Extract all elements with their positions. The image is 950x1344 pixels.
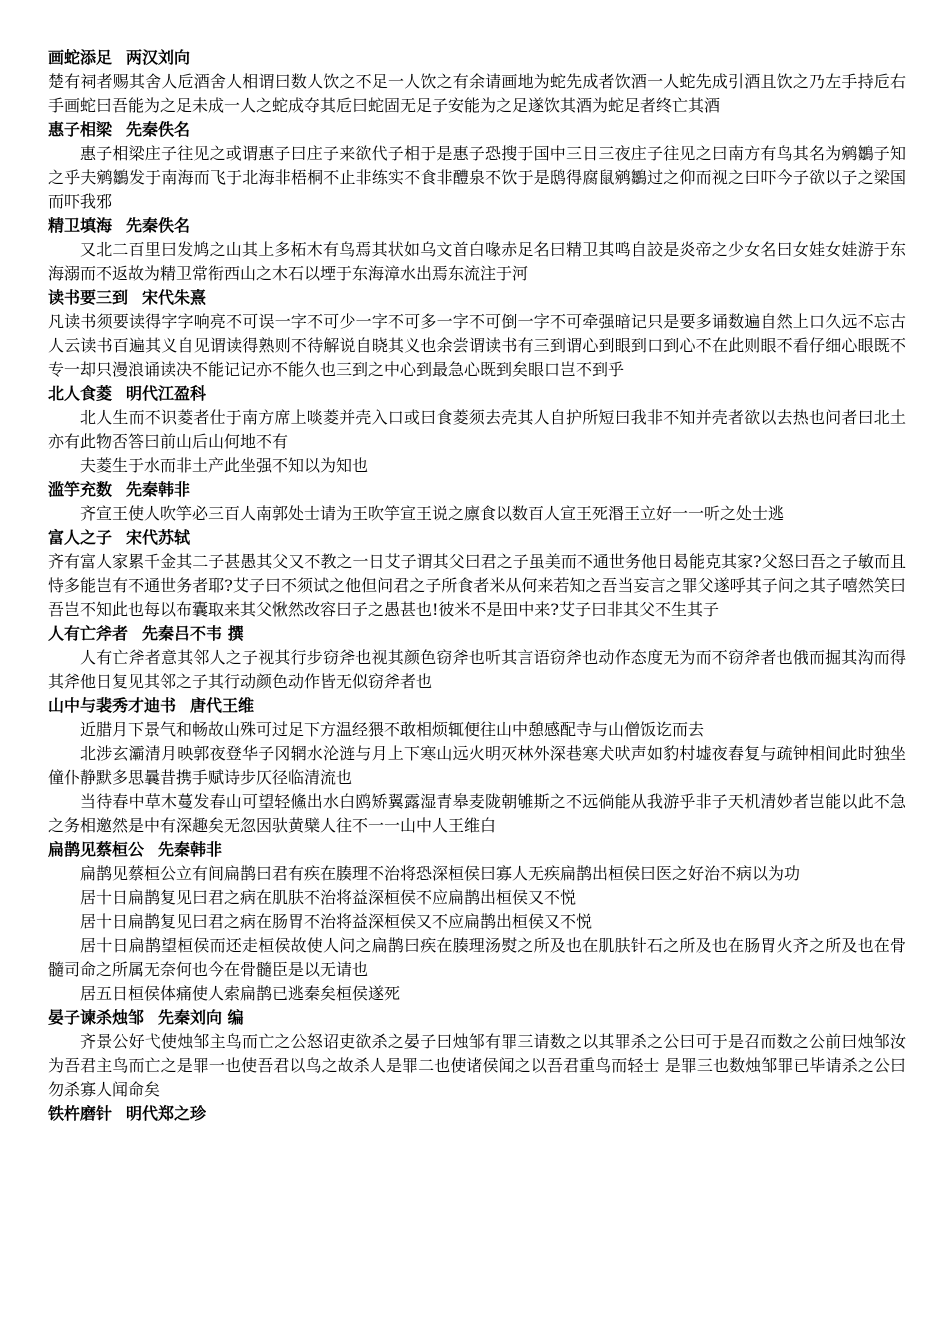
section-paragraph: 又北二百里曰发鸠之山其上多柘木有鸟焉其状如乌文首白喙赤足名曰精卫其鸣自詨是炎帝之少女名曰女娃女娃游于东海溺而不返故为精卫常衔西山之木石以堙于东海漳水出焉东流注于河 [48,240,906,283]
section-paragraph: 北人生而不识菱者仕于南方席上啖菱并壳入口或曰食菱须去壳其人自护所短曰我非不知并壳者欲以去热也问者曰北土亦有此物否答曰前山后山何地不有 [48,408,906,451]
section-paragraph: 当待春中草木蔓发春山可望轻鯈出水白鸥矫翼露湿青皋麦陇朝雊斯之不远倘能从我游乎非子天机清妙者岂能以此不急之务相邀然是中有深趣矣无忽因驮黄檗人往不一一山中人王维白 [48,792,906,835]
section-author: 两汉刘向 [126,48,191,67]
section-paragraph: 居十日扁鹊复见曰君之病在肠胃不治将益深桓侯又不应扁鹊出桓侯又不悦 [80,912,593,931]
section-heading [48,838,906,862]
document-page [48,46,906,1126]
section-heading [48,1006,906,1030]
section-author: 唐代王维 [190,696,255,715]
section-paragraph: 齐景公好弋使烛邹主鸟而亡之公怒诏吏欲杀之晏子曰烛邹有罪三请数之以其罪杀之公曰可于是召而数之公前曰烛邹汝为吾君主鸟而亡之是罪一也使吾君以鸟之故杀人是罪二也使诸侯闻之以吾君重鸟而轻士 是罪三也数烛邹罪已毕请杀之公曰勿杀寡人闻命矣 [48,1032,906,1099]
section-title: 铁杵磨针 [48,1104,113,1123]
section-paragraph: 北涉玄灞清月映郭夜登华子冈辋水沦涟与月上下寒山远火明灭林外深巷寒犬吠声如豹村墟夜舂复与疏钟相间此时独坐僮仆静默多思曩昔携手赋诗步仄径临清流也 [48,744,906,787]
section-title: 晏子谏杀烛邹 [48,1008,145,1027]
section-title: 富人之子 [48,528,113,547]
section-title: 山中与裴秀才迪书 [48,696,177,715]
section-paragraph: 扁鹊见蔡桓公立有间扁鹊曰君有疾在腠理不治将恐深桓侯曰寡人无疾扁鹊出桓侯曰医之好治不病以为功 [80,864,801,883]
section-author: 先秦韩非 [126,480,191,499]
section-title: 读书要三到 [48,288,129,307]
section-paragraph: 齐宣王使人吹竽必三百人南郭处士请为王吹竽宣王说之廪食以数百人宣王死湣王立好一一听之处士逃 [80,504,785,523]
section-author: 先秦韩非 [158,840,223,859]
section-author: 宋代苏轼 [126,528,191,547]
section-paragraph: 居十日扁鹊复见曰君之病在肌肤不治将益深桓侯不应扁鹊出桓侯又不悦 [80,888,577,907]
section-author: 先秦刘向 编 [158,1008,244,1027]
section-title: 滥竽充数 [48,480,113,499]
section-heading [48,286,906,310]
section-title: 人有亡斧者 [48,624,129,643]
section-heading [48,526,906,550]
section-author: 明代郑之珍 [126,1104,207,1123]
section-author: 先秦佚名 [126,216,191,235]
section-author: 先秦佚名 [126,120,191,139]
section-paragraph: 居十日扁鹊望桓侯而还走桓侯故使人问之扁鹊曰疾在腠理汤熨之所及也在肌肤针石之所及也在肠胃火齐之所及也在骨髓司命之所属无奈何也今在骨髓臣是以无请也 [48,936,906,979]
section-paragraph: 楚有祠者赐其舍人卮酒舍人相谓曰数人饮之不足一人饮之有余请画地为蛇先成者饮酒一人蛇先成引酒且饮之乃左手持卮右手画蛇曰吾能为之足未成一人之蛇成夺其卮曰蛇固无足子安能为之足遂饮其酒为蛇足者终亡其酒 [48,72,906,115]
section-paragraph: 凡读书须要读得字字响亮不可误一字不可少一字不可多一字不可倒一字不可牵强暗记只是要多诵数遍自然上口久远不忘古人云读书百遍其义自见谓读得熟则不待解说自晓其义也余尝谓读书有三到谓心到眼到口到心不在此则眼不看仔细心眼既不专一却只漫浪诵读决不能记记亦不能久也三到之中心到最急心既到矣眼口岂不到乎 [48,312,906,379]
section-paragraph: 人有亡斧者意其邻人之子视其行步窃斧也视其颜色窃斧也听其言语窃斧也动作态度无为而不窃斧者也俄而掘其沟而得其斧他日复见其邻之子其行动颜色动作皆无似窃斧者也 [48,648,906,691]
section-heading [48,694,906,718]
section-title: 精卫填海 [48,216,113,235]
section-paragraph: 夫菱生于水而非土产此坐强不知以为知也 [80,456,369,475]
section-heading [48,214,906,238]
section-paragraph: 近腊月下景气和畅故山殊可过足下方温经猥不敢相烦辄便往山中憩感配寺与山僧饭讫而去 [80,720,705,739]
section-title: 北人食菱 [48,384,113,403]
section-heading [48,118,906,142]
section-heading [48,46,906,70]
section-author: 明代江盈科 [126,384,207,403]
section-title: 画蛇添足 [48,48,113,67]
section-author: 先秦吕不韦 撰 [142,624,244,643]
section-paragraph: 惠子相梁庄子往见之或谓惠子曰庄子来欲代子相于是惠子恐搜于国中三日三夜庄子往见之曰南方有鸟其名为鹓鶵子知之乎夫鹓鶵发于南海而飞于北海非梧桐不止非练实不食非醴泉不饮于是鸱得腐鼠鹓鶵过之仰而视之曰吓今子欲以子之梁国而吓我邪 [48,144,906,211]
section-heading [48,382,906,406]
section-heading [48,1102,906,1126]
section-paragraph: 居五日桓侯体痛使人索扁鹊已逃秦矣桓侯遂死 [80,984,401,1003]
section-heading [48,478,906,502]
section-title: 惠子相梁 [48,120,113,139]
section-heading [48,622,906,646]
section-author: 宋代朱熹 [142,288,207,307]
section-paragraph: 齐有富人家累千金其二子甚愚其父又不教之一日艾子谓其父曰君之子虽美而不通世务他日曷能克其家?父怒曰吾之子敏而且恃多能岂有不通世务者耶?艾子曰不须试之他但问君之子所食者米从何来若知之吾当妄言之罪父遂呼其子问之其子嘻然笑曰吾岂不知此也每以布囊取来其父愀然改容曰子之愚甚也!彼米不是田中来?艾子曰非其父不生其子 [48,552,906,619]
section-title: 扁鹊见蔡桓公 [48,840,145,859]
